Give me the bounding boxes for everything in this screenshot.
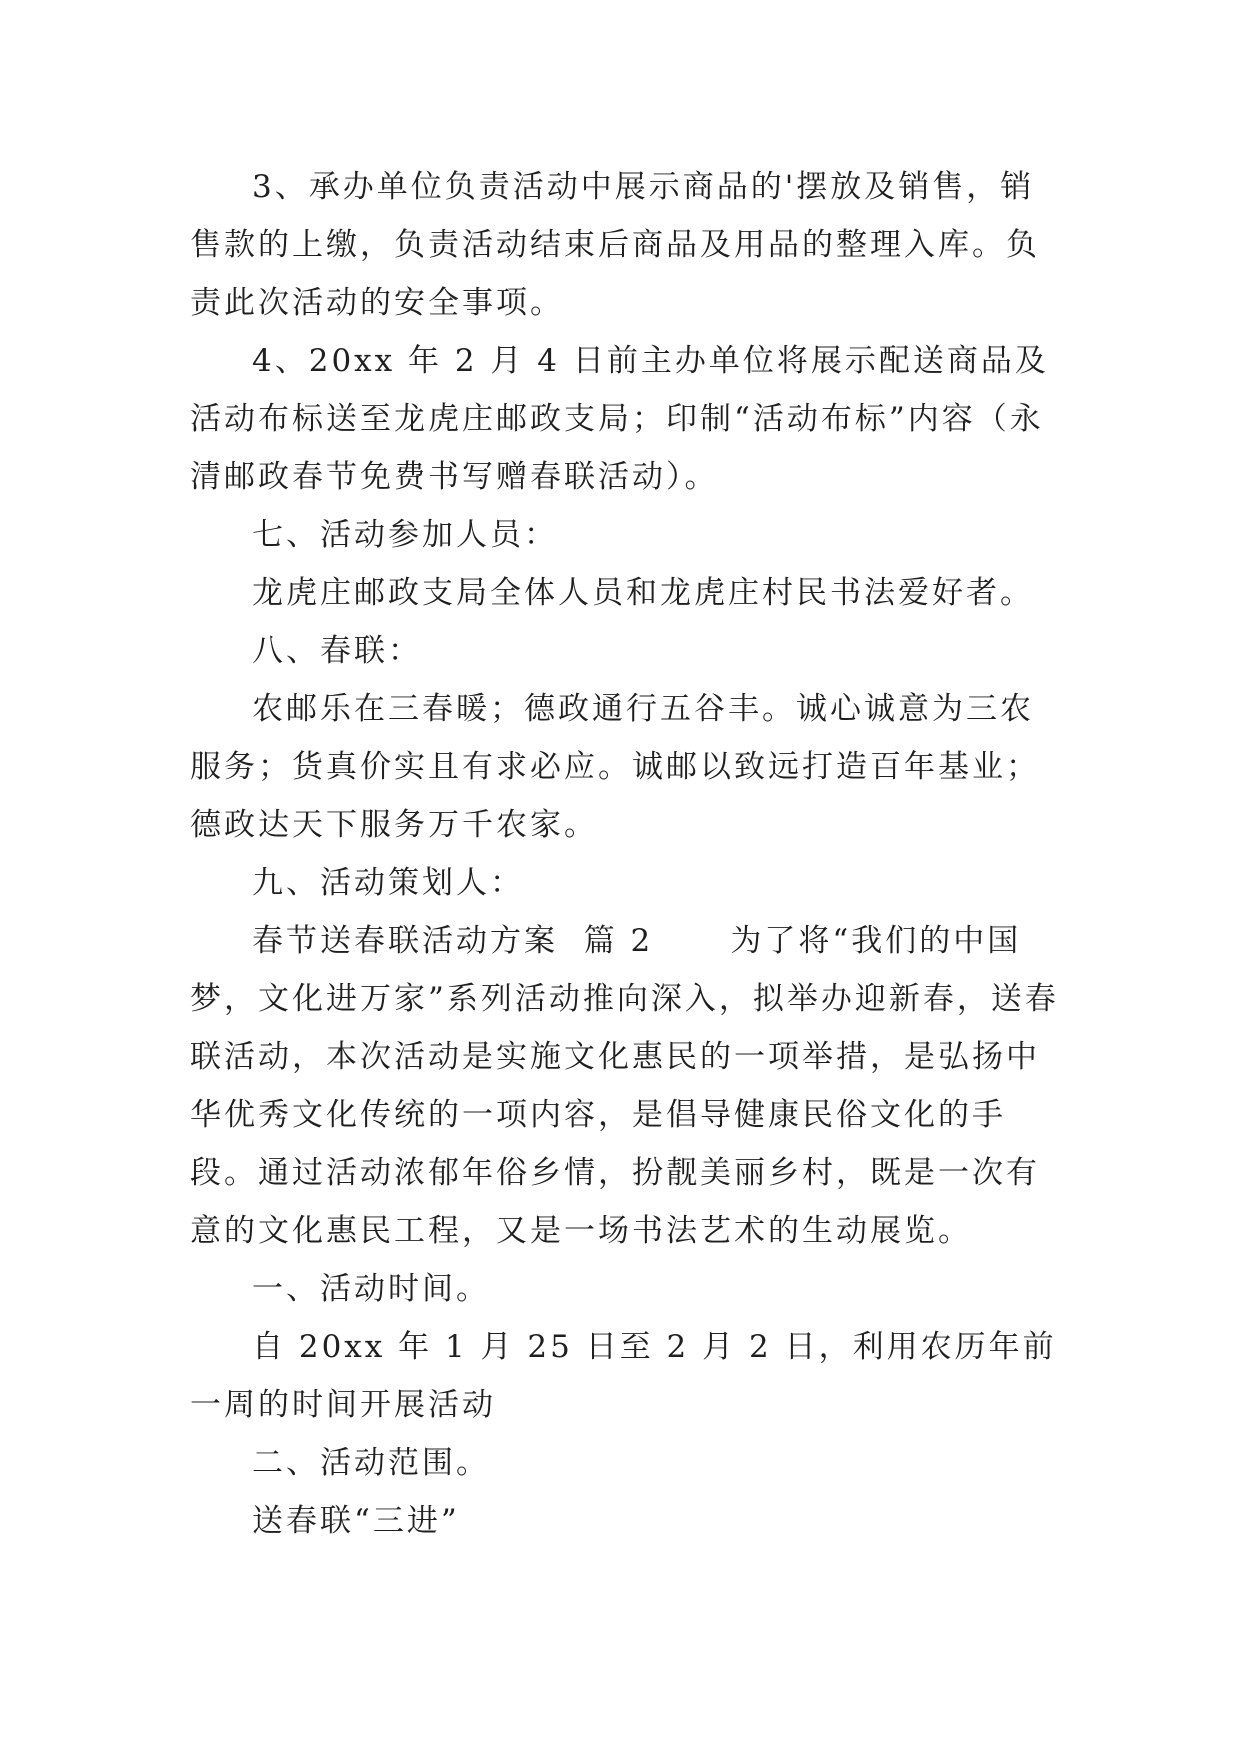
section-heading-participants: 七、活动参加人员： bbox=[252, 517, 558, 553]
paragraph-scope: 送春联“三进” bbox=[252, 1503, 460, 1539]
section-heading-couplets: 八、春联： bbox=[252, 633, 422, 669]
section-heading-scope: 二、活动范围。 bbox=[252, 1445, 490, 1481]
paragraph-participants: 龙虎庄邮政支局全体人员和龙虎庄村民书法爱好者。 bbox=[252, 575, 1034, 611]
paragraph-plan-2-intro: 春节送春联活动方案 篇 2 为了将“我们的中国梦，文化进万家”系列活动推向深入，拟举办迎新春，送春联活动，本次活动是实施文化惠民的一项举措，是弘扬中华优秀文化传统的一项内容，是倡导健康民俗文化的手段。通过活动浓郁年俗乡情，扮靓美丽乡村，既是一次有意的文化惠民工程，又是一场书法艺术的生动展览。 bbox=[190, 923, 1059, 1249]
paragraph-couplets: 农邮乐在三春暖；德政通行五谷丰。诚心诚意为三农服务；货真价实且有求必应。诚邮以致远打造百年基业；德政达天下服务万千农家。 bbox=[190, 691, 1040, 843]
paragraph-item-3: 3、承办单位负责活动中展示商品的'摆放及销售，销售款的上缴，负责活动结束后商品及用品的整理入库。负责此次活动的安全事项。 bbox=[190, 169, 1040, 321]
document-body bbox=[190, 158, 1060, 1550]
paragraph-time: 自 20xx 年 1 月 25 日至 2 月 2 日，利用农历年前一周的时间开展活动 bbox=[190, 1329, 1057, 1423]
paragraph-item-4: 4、20xx 年 2 月 4 日前主办单位将展示配送商品及活动布标送至龙虎庄邮政支局；印制“活动布标”内容（永清邮政春节免费书写赠春联活动）。 bbox=[190, 343, 1049, 495]
section-heading-time: 一、活动时间。 bbox=[252, 1271, 490, 1307]
section-heading-planner: 九、活动策划人： bbox=[252, 865, 524, 901]
